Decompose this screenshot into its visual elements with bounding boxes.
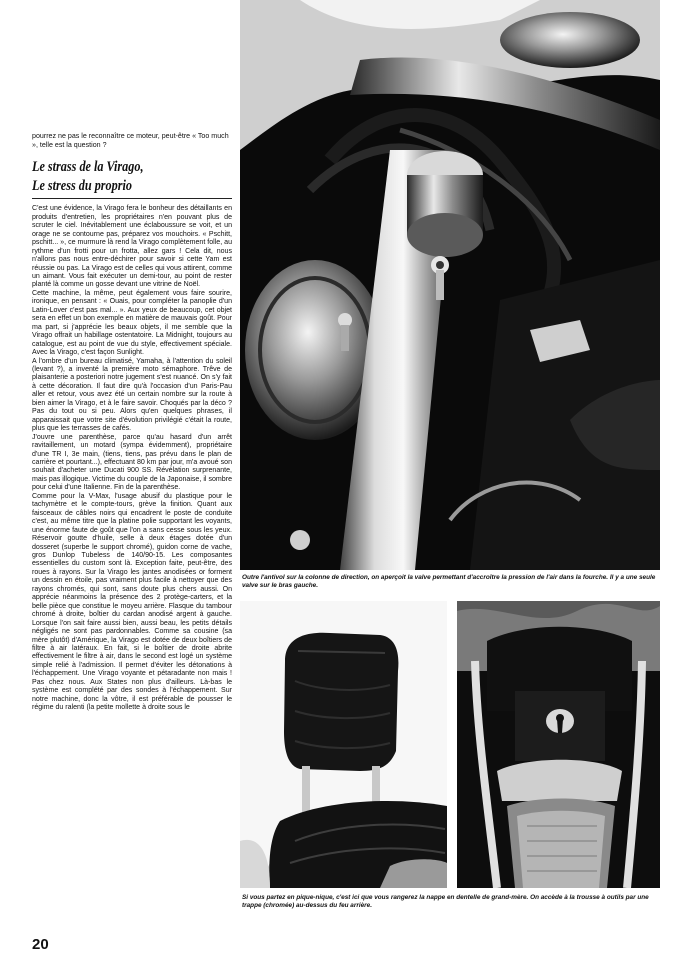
caption-top-photo: Outre l'antivol sur la colonne de direction, on aperçoit la valve permettant d'accroître la pression de l'air dans la fourche. Il y a une seule valve sur le bras gauche. xyxy=(242,574,656,589)
caption-bottom-photos: Si vous partez en pique-nique, c'est ici que vous rangerez la nappe en dentelle de grand-mère. On accède à la trousse à outils par une trappe (chromée) au-dessus du feu arrière. xyxy=(242,894,649,909)
article-paragraph: Comme pour la V-Max, l'usage abusif du plastique pour le tachymètre et le compte-tours, grève la finition. Quant aux faisceaux de câbles noirs qui encadrent le poste de conduite c'est, au même titre que la platine polie supportant les voyants, une énorme faute de goût que l'on a sans cesse sous les yeux. Réservoir goutte d'huile, selle à deux étages dotée d'un dosseret (superbe le support chromé), guidon corne de vache, gros Dunlop Tubeless de 140/90-15. Les composantes essentielles du custom sont là. Exception faite, peut-être, des roues à rayons. Sur la Virago les jantes anodisées or forment un dessin en étoile, pas vraiment plus facile à nettoyer que des rayons chromés, qui sont, sans doute plus chers aussi. On apprécie néanmoins la présence des 2 protège-carters, et la belle pièce que constitue le moyeu arrière. Flasque du tambour chromé à droite, boîtier du cardan anodisé argent à gauche. Lorsque l'on sait faire aussi bien, aussi beau, les petits détails négligés ne sont pas pardonnables. Comme sa cousine (sa mère plutôt) d'Amérique, la Virago est dotée de deux boîtiers de filtre à air latéraux. En fait, si le boîtier de droite abrite effectivement le filtre à air, dans le second est logé un système simple relié à l'admission. Il permet d'éviter les détonations à l'échappement. Une Virago voyante et pétaradante non mais ! Pas chez nous. Aux States non plus d'ailleurs. Là-bas le système est complété par des sondes à l'échappement. Sur notre machine, donc la vôtre, il est préférable de pousser le régime du ralenti (la petite mollette à droite sous le xyxy=(32,492,232,712)
section-heading-line-1: Le strass de la Virago, xyxy=(32,159,144,176)
article-intro: pourrez ne pas le reconnaître ce moteur, peut-être « Too much », telle est la question ? xyxy=(32,132,229,150)
article-paragraph: Cette machine, la même, peut également vous faire sourire, ironique, en pensant : « Ouais, pour compléter la panoplie d'un Latin-Lover c'est pas mal... ». Aux yeux de beaucoup, cet objet sera en effet un bon exemple en matière de mauvais goût. Pour ma part, si j'apprécie les beaux objets, il me semble que la Virago offrait un habillage ostentatoire. La Midnight, toujours au catalogue, est au point de vue du style, effectivement spéciale. Avec la Virago, c'est façon Sunlight. xyxy=(32,289,232,357)
heading-rule xyxy=(32,198,232,199)
article-paragraph: J'ouvre une parenthèse, parce qu'au hasard d'un arrêt ravitaillement, un motard (sympa évidemment), propriétaire d'une TR I, 3e main, (tiens, tiens, pas prévu dans le plan de carrière et pourtant...), effectuant 80 km par jour, m'a avoué son souhait d'acheter une Ducati 900 SS. Révélation surprenante, mais pas illogique. Victime du couple de la Japonaise, il sombre pour celui d'une Italienne. Fin de la parenthèse. xyxy=(32,433,232,492)
photo-rear-light-trap xyxy=(457,601,660,888)
article-paragraph: C'est une évidence, la Virago fera le bonheur des détaillants en produits d'entretien, les propriétaires n'en pouvant plus de scruter le ciel. Inévitablement une éclaboussure se voit, et un orage ne se contourne pas, préparez vos mouchoirs. « Pschitt, pschitt... », ce murmure là rend la Virago complètement folle, au rythme d'un frotti pour un frotta, allez gars ! Cela dit, nous n'allons pas nous entre-déchirer pour savoir si cette Yam est réussie ou pas. La Virago est de celles qui vous attirent, comme un aimant. Vous fait exécuter un demi-tour, au point de rester planté là comme un gosse devant une vitrine de Noël. xyxy=(32,205,232,289)
section-heading-line-2: Le stress du proprio xyxy=(32,178,133,195)
article-body xyxy=(32,205,232,712)
article-column xyxy=(32,132,232,713)
photo-headlight-steering xyxy=(240,0,660,570)
page-number: 20 xyxy=(32,936,49,953)
article-paragraph: A l'ombre d'un bureau climatisé, Yamaha, à l'attention du soleil (levant ?), a inventé la première moto sémaphore. Trêve de plaisanterie a posteriori notre jugement s'est nuancé. On s'y fait à cette décoration. Il faut dire qu'à l'occasion d'un Paris-Pau aller et retour, vous avez été un certain nombre sur la route à bien aimer la Virago, et à le faire savoir. Choqués par la déco ? Pas du tout ou si peu. Alors qu'en quelques phrases, il apparaissait que votre site d'évolution privilégié c'était la route, plus que les terrasses de cafés. xyxy=(32,357,232,433)
photo-seat-backrest xyxy=(240,601,447,888)
